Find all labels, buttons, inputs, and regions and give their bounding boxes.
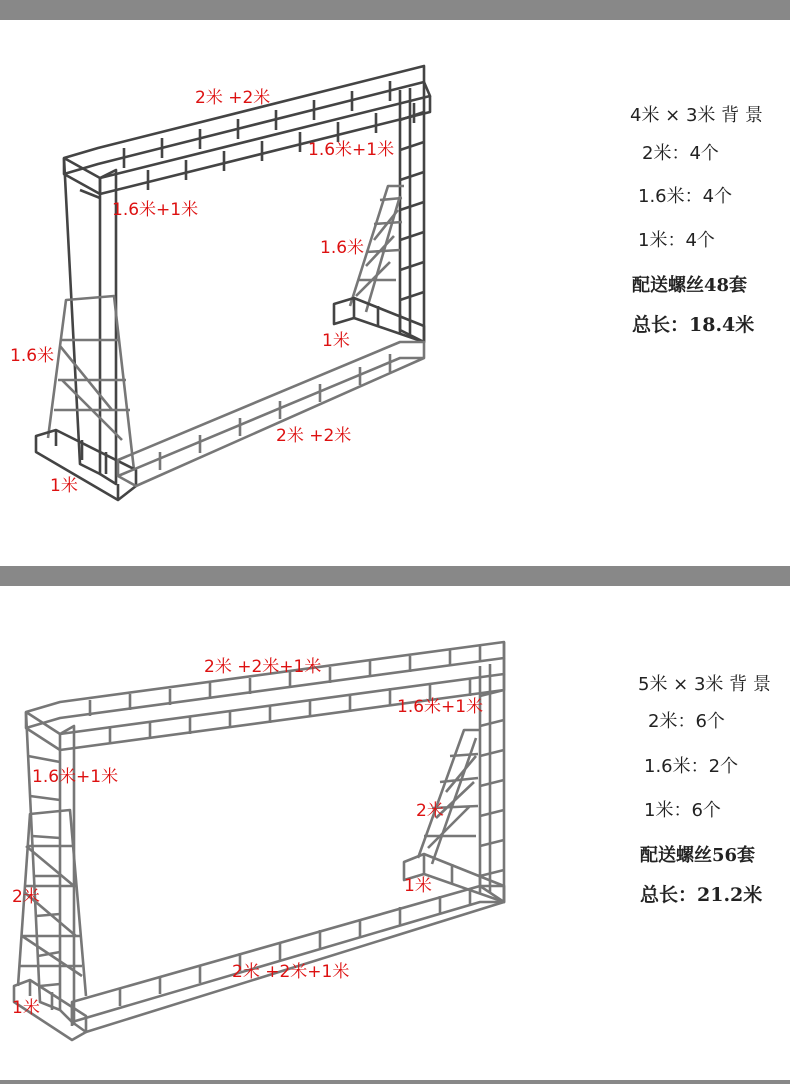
label-left-brace: 1.6米 [10, 346, 55, 366]
label-bottom-beam: 2米 +2米+1米 [232, 962, 350, 982]
label-top-beam: 2米 +2米+1米 [204, 657, 322, 677]
left-post-truss [64, 158, 116, 484]
spec-line-1-6m: 1.6米：2个 [644, 756, 739, 777]
top-beam-truss [64, 66, 430, 194]
label-right-base: 1米 [404, 876, 432, 896]
spec-line-2m: 2米：6个 [648, 711, 725, 732]
spec-total-length: 总长：18.4米 [632, 314, 755, 336]
label-left-brace: 2米 [12, 887, 40, 907]
spec-line-1-6m: 1.6米：4个 [638, 186, 733, 207]
left-post-truss [26, 712, 74, 1024]
label-left-base: 1米 [50, 476, 78, 496]
bottom-beam-truss [118, 342, 424, 486]
right-brace-truss [418, 730, 480, 864]
right-post-truss [480, 642, 504, 902]
spec-line-1m: 1米：6个 [644, 800, 721, 821]
spec-screws: 配送螺丝56套 [640, 845, 756, 866]
label-left-upper: 1.6米+1米 [32, 767, 119, 787]
spec-screws: 配送螺丝48套 [632, 275, 748, 296]
spec-title: 4米 × 3米 背 景 [630, 105, 763, 126]
left-brace-truss [48, 296, 134, 470]
spec-line-1m: 1米：4个 [638, 230, 715, 251]
bottom-separator-line [0, 1080, 790, 1084]
label-right-brace: 2米 [416, 801, 444, 821]
label-right-brace: 1.6米 [320, 238, 365, 258]
label-top-right: 1.6米+1米 [397, 697, 484, 717]
truss-frame-diagram [0, 586, 790, 1080]
bottom-beam-truss [72, 886, 504, 1032]
panel-5x3-backdrop [0, 586, 790, 1080]
spec-line-2m: 2米：4个 [642, 143, 719, 164]
label-left-upper: 1.6米+1米 [112, 200, 199, 220]
right-post-truss [400, 82, 424, 342]
label-left-base: 1米 [12, 998, 40, 1018]
spec-total-length: 总长：21.2米 [640, 884, 763, 906]
spec-title: 5米 × 3米 背 景 [638, 674, 771, 695]
label-right-base: 1米 [322, 331, 350, 351]
middle-separator-bar [0, 566, 790, 586]
label-bottom-beam: 2米 +2米 [276, 426, 352, 446]
label-top-right: 1.6米+1米 [308, 140, 395, 160]
label-top-beam: 2米 +2米 [195, 88, 271, 108]
